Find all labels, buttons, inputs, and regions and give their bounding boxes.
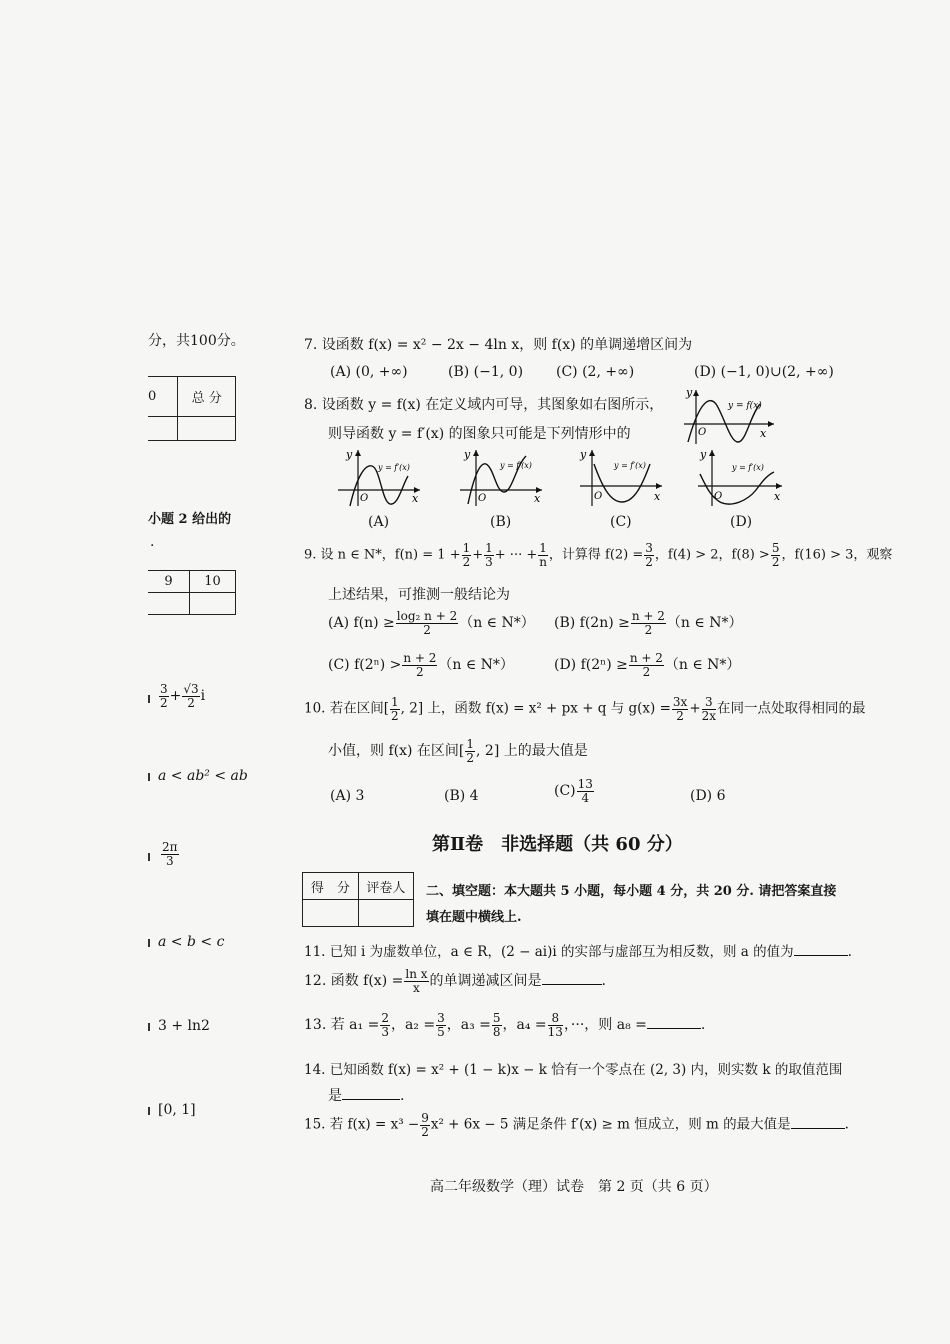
q10-line-2: 小值，则 f(x) 在区间[ $\frac{1}{2}$ , 2] 上的最大值是	[328, 737, 588, 765]
q8-option-b-label: (B)	[490, 514, 512, 530]
q9-option-c: (C) f(2ⁿ) > $\frac{n + 2}{2}$ （n ∈ N*）	[328, 651, 514, 679]
svg-text:y: y	[580, 448, 587, 461]
left-score-note: 分，共100分。	[148, 333, 245, 349]
svg-text:y = f′(x): y = f′(x)	[614, 461, 646, 470]
q13: 13. 若 a₁ = $\frac{2}{3}$ ，a₂ = $\frac{3}{5}$ ，a₃ = $\frac{5}{8}$ ，a₄ = $\frac{8}{13}$ ，···，则 a₈ = .	[304, 1011, 706, 1039]
left-table-nine: 9	[148, 571, 189, 593]
q8-option-a-label: (A)	[368, 514, 390, 530]
section-2-score-table	[302, 872, 414, 927]
left-score-table	[148, 376, 236, 441]
left-interval: [0, 1]	[158, 1102, 196, 1118]
svg-text:O: O	[594, 491, 603, 502]
svg-text:x: x	[412, 492, 419, 505]
svg-text:O: O	[360, 493, 369, 504]
left-complex-expr: $\frac{3}{2}$ + $\frac{√3}{2}$ i	[160, 682, 206, 710]
q8-graph-d	[696, 446, 788, 508]
q9-option-d: (D) f(2ⁿ) ≥ $\frac{n + 2}{2}$ （n ∈ N*）	[554, 651, 741, 679]
q8-option-d-label: (D)	[730, 514, 753, 530]
section-2-title: 第Ⅱ卷 非选择题（共 60 分）	[432, 834, 683, 855]
svg-text:y = f′(x): y = f′(x)	[732, 463, 764, 472]
svg-text:x: x	[534, 492, 541, 505]
svg-text:y = f′(x): y = f′(x)	[378, 463, 410, 472]
q7-stem: 7. 设函数 f(x) = x² − 2x − 4ln x，则 f(x) 的单调递增区间为	[304, 337, 693, 353]
q8-option-c-label: (C)	[610, 514, 632, 530]
q9-option-b: (B) f(2n) ≥ $\frac{n + 2}{2}$ （n ∈ N*）	[554, 609, 743, 637]
svg-text:y: y	[346, 448, 353, 461]
q7-option-d: (D) (−1, 0)∪(2, +∞)	[694, 364, 834, 380]
q10-option-a: (A) 3	[330, 788, 365, 804]
svg-text:y = f′(x): y = f′(x)	[500, 461, 532, 470]
q7-option-b: (B) (−1, 0)	[448, 364, 524, 380]
q8-graph-c	[576, 446, 668, 508]
svg-text:O: O	[714, 491, 723, 502]
grader-header: 评卷人	[358, 873, 413, 900]
svg-text:x: x	[654, 490, 661, 503]
svg-text:x: x	[760, 427, 767, 440]
q9-option-a: (A) f(n) ≥ $\frac{\text{log₂ n + 2}}{2}$ （n ∈ N*）	[328, 609, 535, 637]
q10-stem: 10. 若在区间[ $\frac{1}{2}$ , 2] 上，函数 f(x) = x² + px + q 与 g(x) = $\frac{3x}{2}$ + $\frac{3}{2x}$ 在同一点处取得相同的最	[304, 695, 866, 723]
svg-text:y: y	[686, 386, 693, 399]
q15: 15. 若 f(x) = x³ − $\frac{9}{2}$ x² + 6x − 5 满足条件 f′(x) ≥ m 恒成立，则 m 的最大值是 .	[304, 1111, 849, 1139]
left-dot: ·	[150, 538, 155, 554]
q8-line-2: 则导函数 y = f′(x) 的图象只可能是下列情形中的	[328, 426, 631, 442]
left-table-zero: 0	[148, 377, 178, 417]
q8-line-1: 8. 设函数 y = f(x) 在定义域内可导，其图象如右图所示，	[304, 397, 664, 413]
left-ineq-2: a < b < c	[158, 934, 225, 950]
q10-option-b: (B) 4	[444, 788, 479, 804]
q7-option-a: (A) (0, +∞)	[330, 364, 408, 380]
left-ln-expr: 3 + ln2	[158, 1018, 210, 1034]
svg-text:O: O	[698, 427, 707, 438]
q9-stem: 9. 设 n ∈ N*，f(n) = 1 + $\frac{1}{2}$ + $\frac{1}{3}$ + ··· + $\frac{1}{n}$ ，计算得 f(2) = $\frac{3}{2}$ ，f(4) > 2，f(8) > $\frac{5}{2}$ ，f(16) > 3，观察	[304, 541, 893, 569]
q8-graph-a	[336, 446, 426, 508]
left-table-total: 总 分	[178, 377, 236, 417]
left-answer-table	[148, 570, 236, 615]
svg-text:y = f(x): y = f(x)	[728, 401, 762, 411]
svg-text:y: y	[464, 448, 471, 461]
page-footer: 高二年级数学（理）试卷 第 2 页（共 6 页）	[430, 1179, 718, 1195]
score-header: 得 分	[303, 873, 359, 900]
left-ineq-1: a < ab² < ab	[158, 768, 248, 784]
q9-line-2: 上述结果，可推测一般结论为	[328, 587, 510, 603]
q12: 12. 函数 f(x) = $\frac{\text{ln x}}{x}$ 的单调递减区间是 .	[304, 967, 606, 995]
q8-graph-b	[456, 446, 548, 508]
q8-main-graph	[680, 386, 780, 448]
left-section-note: 小题 2 给出的	[148, 512, 232, 527]
q11: 11. 已知 i 为虚数单位，a ∈ R，(2 − ai)i 的实部与虚部互为相反数，则 a 的值为 .	[304, 944, 852, 960]
q7-option-c: (C) (2, +∞)	[556, 364, 635, 380]
q10-option-c: (C) $\frac{13}{4}$	[554, 777, 593, 805]
left-table-ten: 10	[189, 571, 235, 593]
svg-text:x: x	[774, 490, 781, 503]
q14-line-2: 是 .	[328, 1088, 405, 1104]
section-2-instr-2: 填在题中横线上.	[426, 910, 522, 925]
section-2-instr-1: 二、填空题：本大题共 5 小题，每小题 4 分，共 20 分. 请把答案直接	[426, 884, 837, 899]
q10-option-d: (D) 6	[690, 788, 726, 804]
svg-text:O: O	[478, 493, 487, 504]
svg-text:y: y	[700, 448, 707, 461]
left-frac-2pi: $\frac{2\pi}{3}$	[162, 840, 178, 868]
q14-line-1: 14. 已知函数 f(x) = x² + (1 − k)x − k 恰有一个零点在 (2, 3) 内，则实数 k 的取值范围	[304, 1062, 843, 1078]
